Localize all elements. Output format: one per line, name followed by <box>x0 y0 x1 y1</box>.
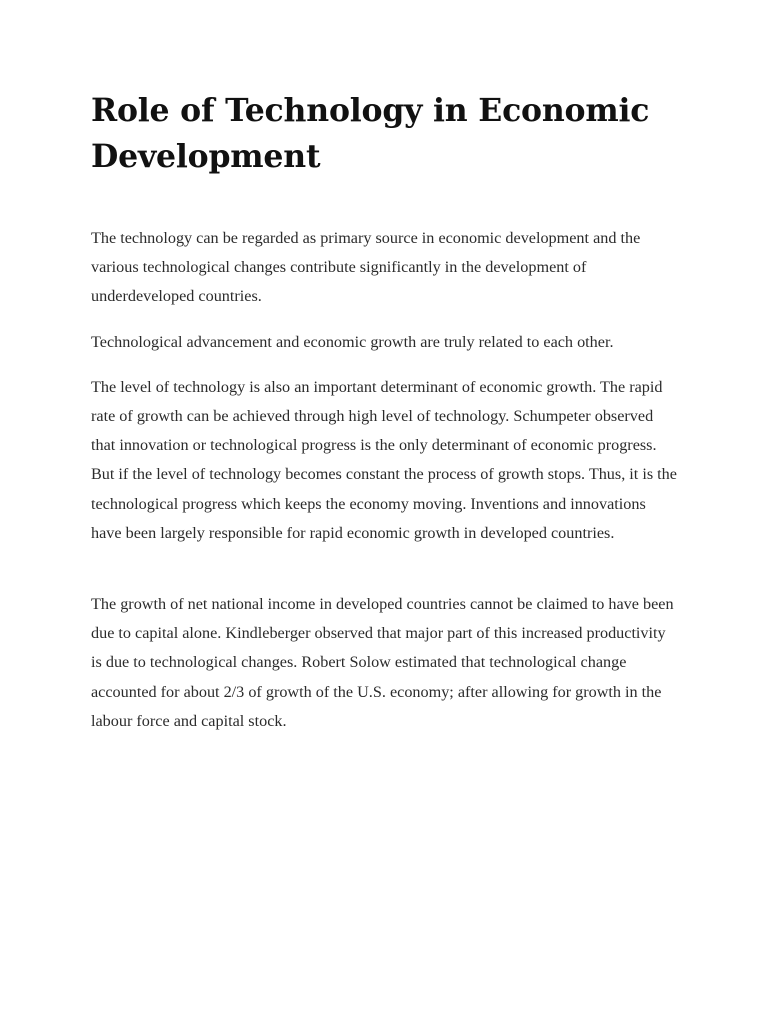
paragraph-2: Technological advancement and economic growth are truly related to each other. <box>91 332 614 351</box>
paragraph-3: The level of technology is also an important determinant of economic growth. The rapid rate of growth can be achieved through high level of technology. Schumpeter observed that innovation or technological progress is the only determinant of economic progress. But if the level of technology becomes constant the process of growth stops. Thus, it is the technological progress which keeps the economy moving. Inventions and innovations have been largely responsible for rapid economic growth in developed countries. <box>91 377 677 542</box>
paragraph-1: The technology can be regarded as primary source in economic development and the various technological changes contribute significantly in the development of underdeveloped countries. <box>91 229 641 306</box>
document-body <box>91 224 678 736</box>
paragraph-4: The growth of net national income in developed countries cannot be claimed to have been due to capital alone. Kindleberger observed that major part of this increased productivity is due to technological changes. Robert Solow estimated that technological change accounted for about 2/3 of growth of the U.S. economy; after allowing for growth in the labour force and capital stock. <box>91 595 674 730</box>
document-title: Role of Technology in Economic Development <box>91 92 650 175</box>
